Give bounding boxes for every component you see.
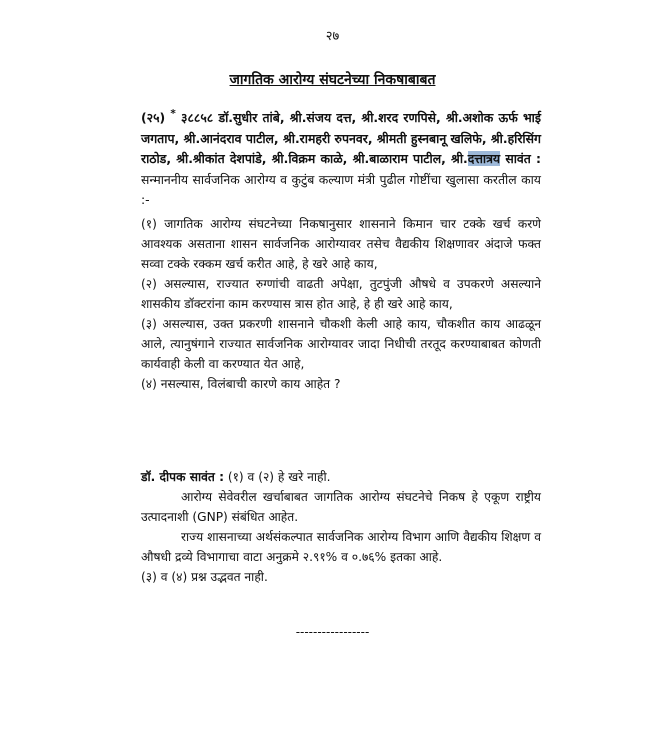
answer-paragraph-1: आरोग्य सेवेवरील खर्चाबाबत जागतिक आरोग्य संघटनेचे निकष हे एकूण राष्ट्रीय उत्पादनाशी (GNP) संबंधित आहेत.	[141, 490, 541, 524]
answer-section	[141, 467, 541, 587]
question-header	[141, 104, 541, 211]
page-title: जागतिक आरोग्य संघटनेच्या निकषाबाबत	[229, 72, 436, 88]
separator-line: -----------------	[295, 625, 370, 639]
members-list: डॉ.सुधीर तांबे, श्री.संजय दत्त, श्री.शरद रणपिसे, श्री.अशोक ऊर्फ भाई जगताप, श्री.आनंदराव पाटील, श्री.रामहरी रुपनवर, श्रीमती हुस्नबानू खलिफे, श्री.हरिसिंग राठोड, श्री.श्रीकांत देशपांडे, श्री.विक्रम काळे, श्री.बाळाराम पाटील, श्री.	[141, 110, 541, 167]
answer-first-line	[141, 467, 541, 487]
answer-text-1: (१) व (२) हे खरे नाही.	[223, 470, 331, 484]
addressee: सन्माननीय सार्वजनिक आरोग्य व कुटुंब कल्याण मंत्री पुढील गोष्टींचा खुलासा करतील काय :-	[141, 171, 541, 208]
question-item-4: (४) नसल्यास, विलंबाची कारणे काय आहेत ?	[141, 377, 341, 391]
answer-last-line: (३) व (४) प्रश्न उद्भवत नाही.	[141, 570, 268, 584]
highlighted-name[interactable]: दत्तात्रय	[467, 151, 501, 167]
members-list-end: सावंत :	[500, 151, 541, 167]
answerer-name: डॉ. दीपक सावंत :	[141, 470, 224, 484]
question-item-1: (१) जागतिक आरोग्य संघटनेच्या निकषानुसार शासनाने किमान चार टक्के खर्च करणे आवश्यक असताना शासन सार्वजनिक आरोग्यावर तसेच वैद्यकीय शिक्षणावर अंदाजे फक्त सव्वा टक्के रक्कम खर्च करीत आहे, हे खरे आहे काय,	[141, 217, 541, 271]
answer-paragraph-2: राज्य शासनाच्या अर्थसंकल्पात सार्वजनिक आरोग्य विभाग आणि वैद्यकीय शिक्षण व औषधी द्रव्ये विभागाचा वाटा अनुक्रमे २.९१% व ०.७६% इतका आहे.	[141, 530, 541, 564]
question-item-2: (२) असल्यास, राज्यात रुग्णांची वाढती अपेक्षा, तुटपुंजी औषधे व उपकरणे असल्याने शासकीय डॉक्टरांना काम करण्यास त्रास होत आहे, हे ही खरे आहे काय,	[141, 277, 541, 311]
question-item-3: (३) असल्यास, उक्त प्रकरणी शासनाने चौकशी केली आहे काय, चौकशीत काय आढळून आले, त्यानुषंगाने राज्यात सार्वजनिक आरोग्यावर जादा निधीची तरतूद करण्याबाबत कोणती कार्यवाही केली वा करण्यात येत आहे,	[141, 317, 541, 371]
question-number: (२५)	[141, 110, 166, 126]
question-items	[141, 214, 541, 394]
page-number: २७	[325, 29, 340, 44]
star-mark: *	[170, 108, 176, 120]
question-id: ३८८५८	[181, 110, 214, 126]
